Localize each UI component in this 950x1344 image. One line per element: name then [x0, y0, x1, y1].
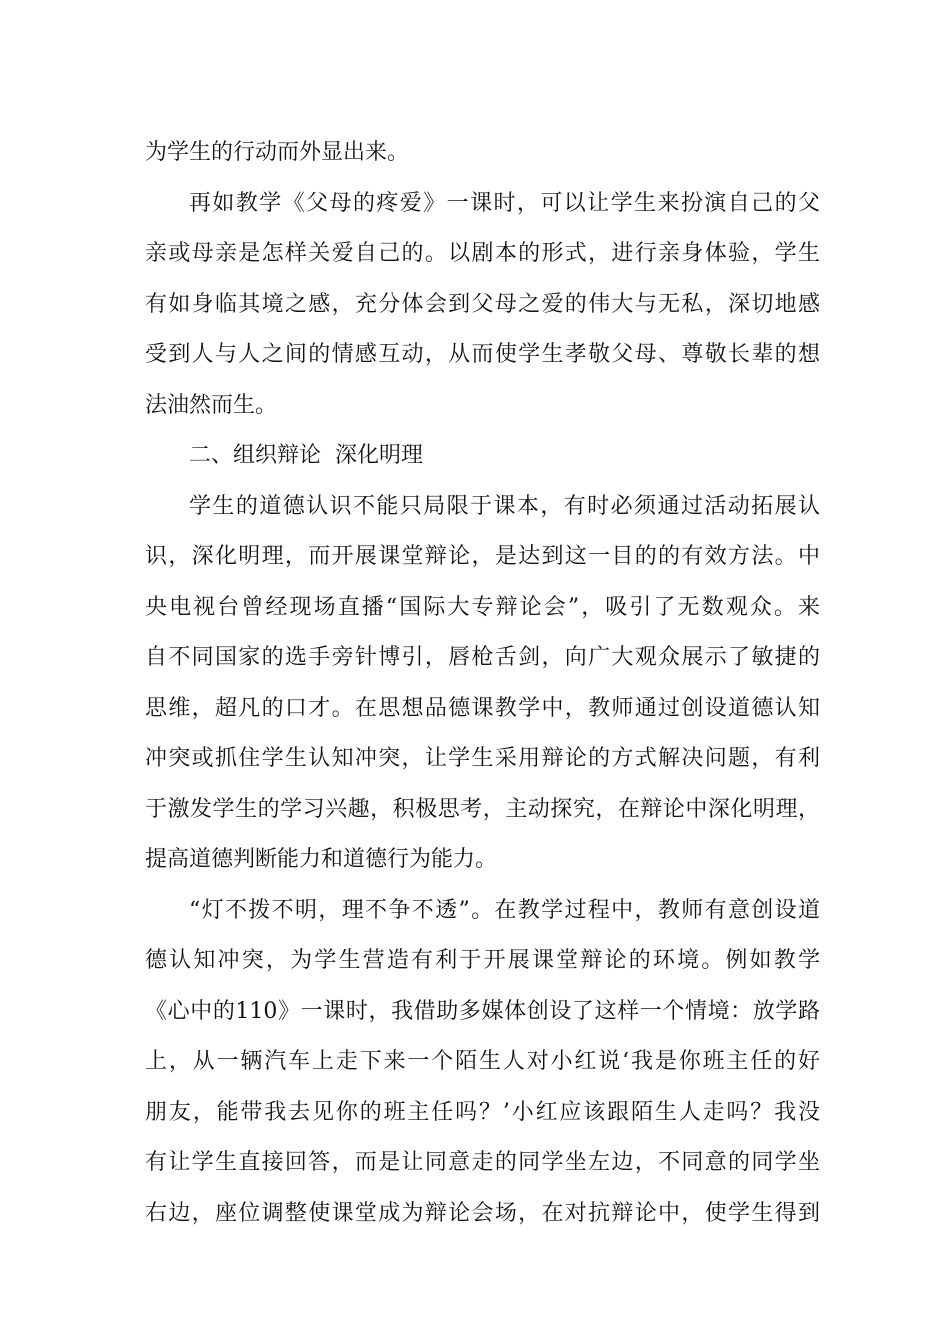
text-line: 德认知冲突，为学生营造有利于开展课堂辩论的环境。例如教学 — [145, 948, 820, 973]
text-line: 右边，座位调整使课堂成为辩论会场，在对抗辩论中，使学生得到 — [145, 1200, 820, 1226]
text-line: 《心中的110》一课时，我借助多媒体创设了这样一个情境：放学路 — [145, 998, 820, 1024]
body-text — [145, 128, 820, 1239]
paragraph-first-line: “灯不拨不明，理不争不透”。在教学过程中，教师有意创设道 — [189, 897, 820, 923]
text-line: 冲突或抓住学生认知冲突，让学生采用辩论的方式解决问题，有利 — [145, 746, 820, 771]
text-line: 上，从一辆汽车上走下来一个陌生人对小红说‘我是你班主任的好 — [145, 1049, 820, 1074]
text-line: 有如身临其境之感，充分体会到父母之爱的伟大与无私，深切地感 — [145, 291, 820, 317]
text-line: 于激发学生的学习兴趣，积极思考，主动探究，在辩论中深化明理， — [145, 796, 820, 822]
paragraph-first-line: 学生的道德认识不能只局限于课本，有时必须通过活动拓展认 — [189, 493, 820, 519]
text-line: 思维，超凡的口才。在思想品德课教学中，教师通过创设道德认知 — [145, 695, 820, 721]
text-line: 为学生的行动而外显出来。 — [145, 140, 410, 165]
text-line: 法油然而生。 — [145, 392, 278, 418]
text-line: 自不同国家的选手旁针博引，唇枪舌剑，向广大观众展示了敏捷的 — [145, 645, 820, 670]
text-line: 受到人与人之间的情感互动，从而使学生孝敬父母、尊敬长辈的想 — [145, 342, 820, 367]
text-line: 亲或母亲是怎样关爱自己的。以剧本的形式，进行亲身体验，学生 — [145, 241, 820, 266]
text-line: 提高道德判断能力和道德行为能力。 — [145, 847, 498, 872]
text-line: 央电视台曾经现场直播“国际大专辩论会”，吸引了无数观众。来 — [145, 594, 820, 620]
text-line: 识，深化明理，而开展课堂辩论，是达到这一目的的有效方法。中 — [145, 544, 820, 569]
text-line: 有让学生直接回答，而是让同意走的同学坐左边，不同意的同学坐 — [145, 1150, 820, 1175]
paragraph-first-line: 再如教学《父母的疼爱》一课时，可以让学生来扮演自己的父 — [189, 190, 820, 216]
section-heading: 二、组织辩论 深化明理 — [189, 443, 423, 468]
text-line: 朋友，能带我去见你的班主任吗？’小红应该跟陌生人走吗？我没 — [145, 1099, 820, 1125]
